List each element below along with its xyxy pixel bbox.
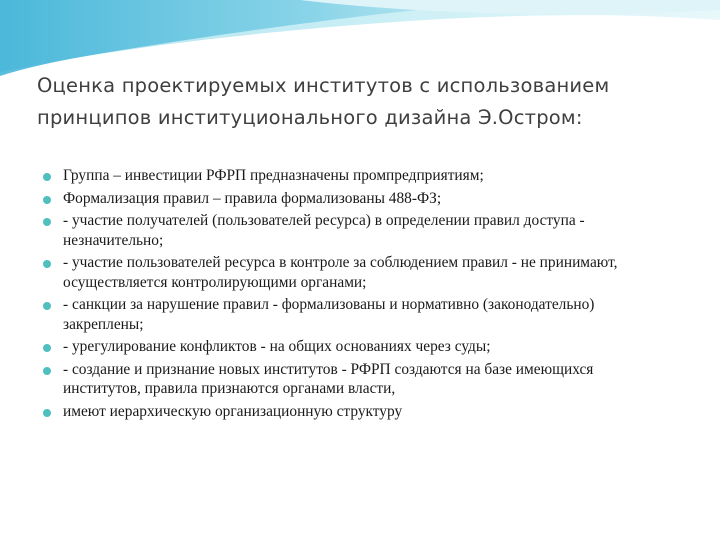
list-item-text: - урегулирование конфликтов - на общих основаниях через суды; [63,338,491,355]
bullet-icon [43,302,51,310]
list-item [42,253,672,292]
list-item [42,166,672,186]
bullet-icon [43,409,51,417]
list-item [42,189,672,209]
list-item-text: имеют иерархическую организационную структуру [63,402,403,420]
list-item-text: Группа – инвестиции РФРП предназначены промпредприятиям; [63,167,484,184]
bullet-icon [43,367,51,375]
list-item [42,402,672,422]
bullet-icon [43,344,51,352]
list-item-text: - санкции за нарушение правил - формализованы и нормативно (законодательно) закреплены; [63,296,595,333]
bullet-icon [43,260,51,268]
list-item-text: - участие получателей (пользователей ресурса) в определении правил доступа - незначительно; [63,212,585,249]
list-item [42,337,672,357]
list-item-text: Формализация правил – правила формализованы 488-ФЗ; [63,189,442,207]
bullet-icon [43,196,51,204]
list-item [42,295,672,334]
list-item-text: - создание и признание новых институтов - РФРП создаются на базе имеющихся институтов, правила признаются органами власти, [63,360,594,397]
list-item [42,360,672,399]
slide-title: Оценка проектируемых институтов с использованием принципов институционального дизайна Э.Остром: [37,74,610,129]
bullet-icon [43,218,51,226]
bullet-list [42,166,672,424]
list-item [42,211,672,250]
list-item-text: - участие пользователей ресурса в контроле за соблюдением правил - не принимают, осуществляется контролирующими органами; [63,254,618,291]
bullet-icon [43,173,51,181]
